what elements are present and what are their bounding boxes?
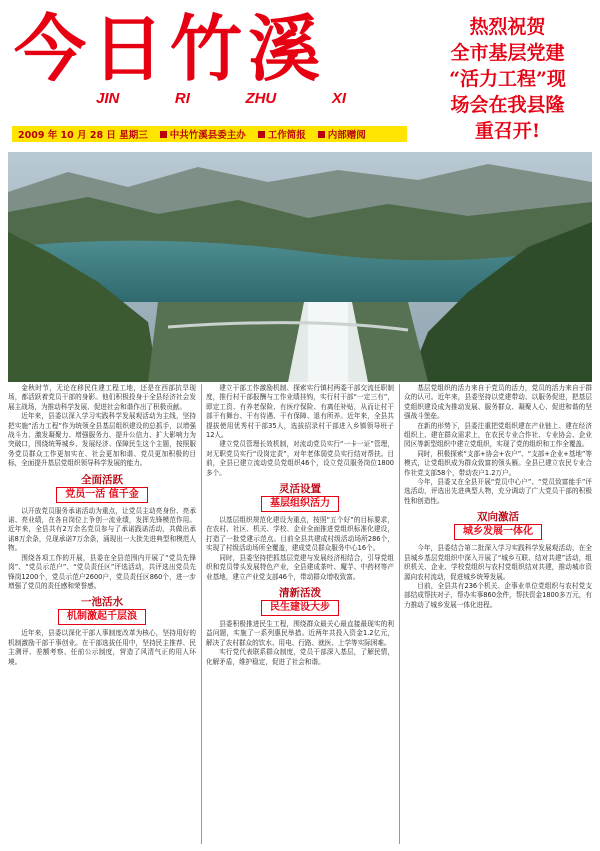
tag-type: 工作简报 [267,130,306,141]
square-bullet-icon [258,131,265,138]
article-paragraph: 以基层组织规范化建设为重点，按照“五个好”的目标要求，在农村、社区、机关、学校、企业全面推进党组织标准化建设，打造了一批党建示范点。目前全县共建成村级活动场所286个，实现了村级活动场所全覆盖，建成党员群众服务中心16个。 [206,516,394,553]
lead-photo [8,152,592,382]
section-subtitle: 基层组织活力 [261,496,339,512]
article-paragraph: 围绕各项工作的开展，县委在全县范围内开展了“党员先锋岗”、“党员示范户”、“党员责任区”评选活动，共评选出党员先锋岗1200个，党员示范户2600户，党员责任区860个，进一步增强了党员的责任感和荣誉感。 [8,553,196,590]
pinyin-1: JIN [96,90,120,107]
article-paragraph: 实行党代表联系群众制度，党员干部深入基层，了解民情，化解矛盾，维护稳定，促进了社会和谐。 [206,648,394,666]
pinyin-3: ZHU [245,90,277,107]
section-heading-2 [8,596,196,625]
tag-sponsor: 中共竹溪县委主办 [169,130,246,141]
section-title: 全面活跃 [81,473,123,486]
column-1 [8,384,196,844]
slogan-line-1: 热烈祝贺 [469,16,546,38]
section-heading-1 [8,474,196,503]
dam-landscape-image [8,152,592,382]
tag-distribution: 内部赠阅 [327,130,366,141]
congratulation-slogan [420,14,595,144]
pinyin-2: RI [174,90,190,107]
slogan-line-3: “活力工程”现 [449,68,566,90]
article-paragraph: 以开放党员服务承诺活动为重点，让党员主动亮身份、亮承诺、亮业绩，在各自岗位上争创一流业绩，发挥先锋模范作用。近年来，全县共有2万余名党员参与了承诺践诺活动，共做出承诺8万余条，兑现承诺7万余条，涌现出一大批先进典型和模范人物。 [8,506,196,553]
slogan-line-2: 全市基层党建 [450,42,565,64]
section-title: 清新活泼 [279,586,321,599]
section-heading-5 [404,511,592,540]
article-paragraph: 近年来，县委以深化干部人事制度改革为核心，坚持用好的机制激励干部干事创业。在干部选拔任用中，坚持民主推荐、民主测评、差额考察、任前公示制度，营造了风清气正的用人环境。 [8,629,196,666]
article-paragraph: 今年，县委又在全县开展“党员中心户”、“党员致富能手”评选活动，评选出先进典型人物，充分调动了广大党员干部的积极性和创造性。 [404,478,592,505]
article-paragraph: 同时，县委坚持把抓基层党建与发展经济相结合，引导党组织和党员带头发展特色产业，全县建成茶叶、魔芋、中药材等产业基地，建立产业党支部46个，带动群众增收致富。 [206,553,394,581]
square-bullet-icon [160,131,167,138]
main-headline [118,374,498,382]
section-subtitle: 民生建设大步 [261,600,339,616]
slogan-line-4: 场会在我县隆 [450,94,565,116]
section-subtitle: 机制激起千层浪 [58,609,146,625]
article-paragraph: 目前，全县共有236个机关、企事业单位党组织与农村党支部结成帮扶对子，帮办实事860余件，帮扶资金1800多万元，有力推动了城乡发展一体化进程。 [404,581,592,609]
article-paragraph: 近年来，县委以深入学习实践科学发展观活动为主线，坚持把实施“活力工程”作为统领全县基层组织建设的总抓手，以增强战斗力、激发凝聚力、增强服务力、提升公信力、扩大影响力为突破口，围绕统筹城乡、发展经济、保障民生这个主题，按照服务党员群众工作更加实在、社会更加和谐、党员更加积极的目标，全面提升基层党组织领导科学发展的能力。 [8,412,196,468]
article-paragraph: 建立干部工作激励机制、探索实行镇村两委干部交流任职制度，推行村干部报酬与工作业绩挂钩，实行村干部“一定三有”，即定工资、有养老保险、有医疗保险、有离任补贴，从而让村干部干有舞台、干有待遇、干有保障、退有所养。近年来，全县共提拔使用优秀村干部35人，选拔招录村干部进入乡镇领导班子12人。 [206,384,394,440]
section-title: 一池活水 [81,596,123,609]
column-3 [404,384,592,844]
article-paragraph: 基层党组织的活力来自于党员的活力，党员的活力来自于群众的认可。近年来，县委坚持以党建带动、以服务促进，把基层党组织建设成为推动发展、服务群众、凝聚人心、促进和谐的坚强战斗堡垒。 [404,384,592,421]
section-heading-4 [206,587,394,616]
article-columns [8,384,592,844]
masthead [0,0,600,148]
section-subtitle: 党员一活 值千金 [56,487,147,503]
article-paragraph: 今年，县委结合第二批深入学习实践科学发展观活动，在全县城乡基层党组织中深入开展了“城乡互联、结对共建”活动，组织机关、企业、学校党组织与农村党组织结对共建，推动城市资源向农村流动，促进城乡统筹发展。 [404,544,592,581]
section-title: 灵活设置 [279,483,321,496]
dateline-bar [12,126,407,142]
article-paragraph: 同时，积极探索“支部+协会+农户”、“支部+企业+基地”等模式，让党组织成为群众致富的领头雁。全县已建立农民专业合作社党支部58个，带动农户1.2万户。 [404,449,592,477]
column-2 [206,384,394,844]
issue-date: 2009 年 10 月 28 日 星期三 [18,130,148,141]
square-bullet-icon [318,131,325,138]
article-paragraph: 在新的形势下，县委注重把党组织建在产业链上、建在经济组织上、建在群众需求上，在农民专业合作社、专业协会、企业园区等新型组织中建立党组织，实现了党的组织和工作全覆盖。 [404,421,592,449]
column-divider [399,384,400,844]
pinyin-4: XI [331,90,346,107]
column-divider [201,384,202,844]
section-subtitle: 城乡发展一体化 [454,524,542,540]
article-paragraph: 建立党员管理长效机制，对流动党员实行“一卡一证”管理，对无职党员实行“设岗定责”，对年老体弱党员实行结对帮扶。目前，全县已建立流动党员党组织46个，设立党员服务岗位1800多个。 [206,440,394,477]
section-heading-3 [206,483,394,512]
slogan-line-5: 重召开! [474,120,541,142]
newspaper-logo: 今日竹溪 [14,6,327,91]
logo-pinyin [96,90,346,107]
article-paragraph: 金秋时节，无论在移民住建工程工地，还是在西部抗旱现场，都活跃着党员干部的身影。他们积极投身于全县经济社会发展主战场，为推动科学发展、促进社会和谐作出了积极贡献。 [8,384,196,411]
section-title: 双向激活 [477,511,519,524]
article-paragraph: 县委积极推进民生工程，围绕群众最关心最直接最现实的利益问题，实施了一系列惠民举措。近两年共投入资金1.2亿元，解决了农村群众的饮水、用电、行路、就医、上学等实际困难。 [206,619,394,647]
